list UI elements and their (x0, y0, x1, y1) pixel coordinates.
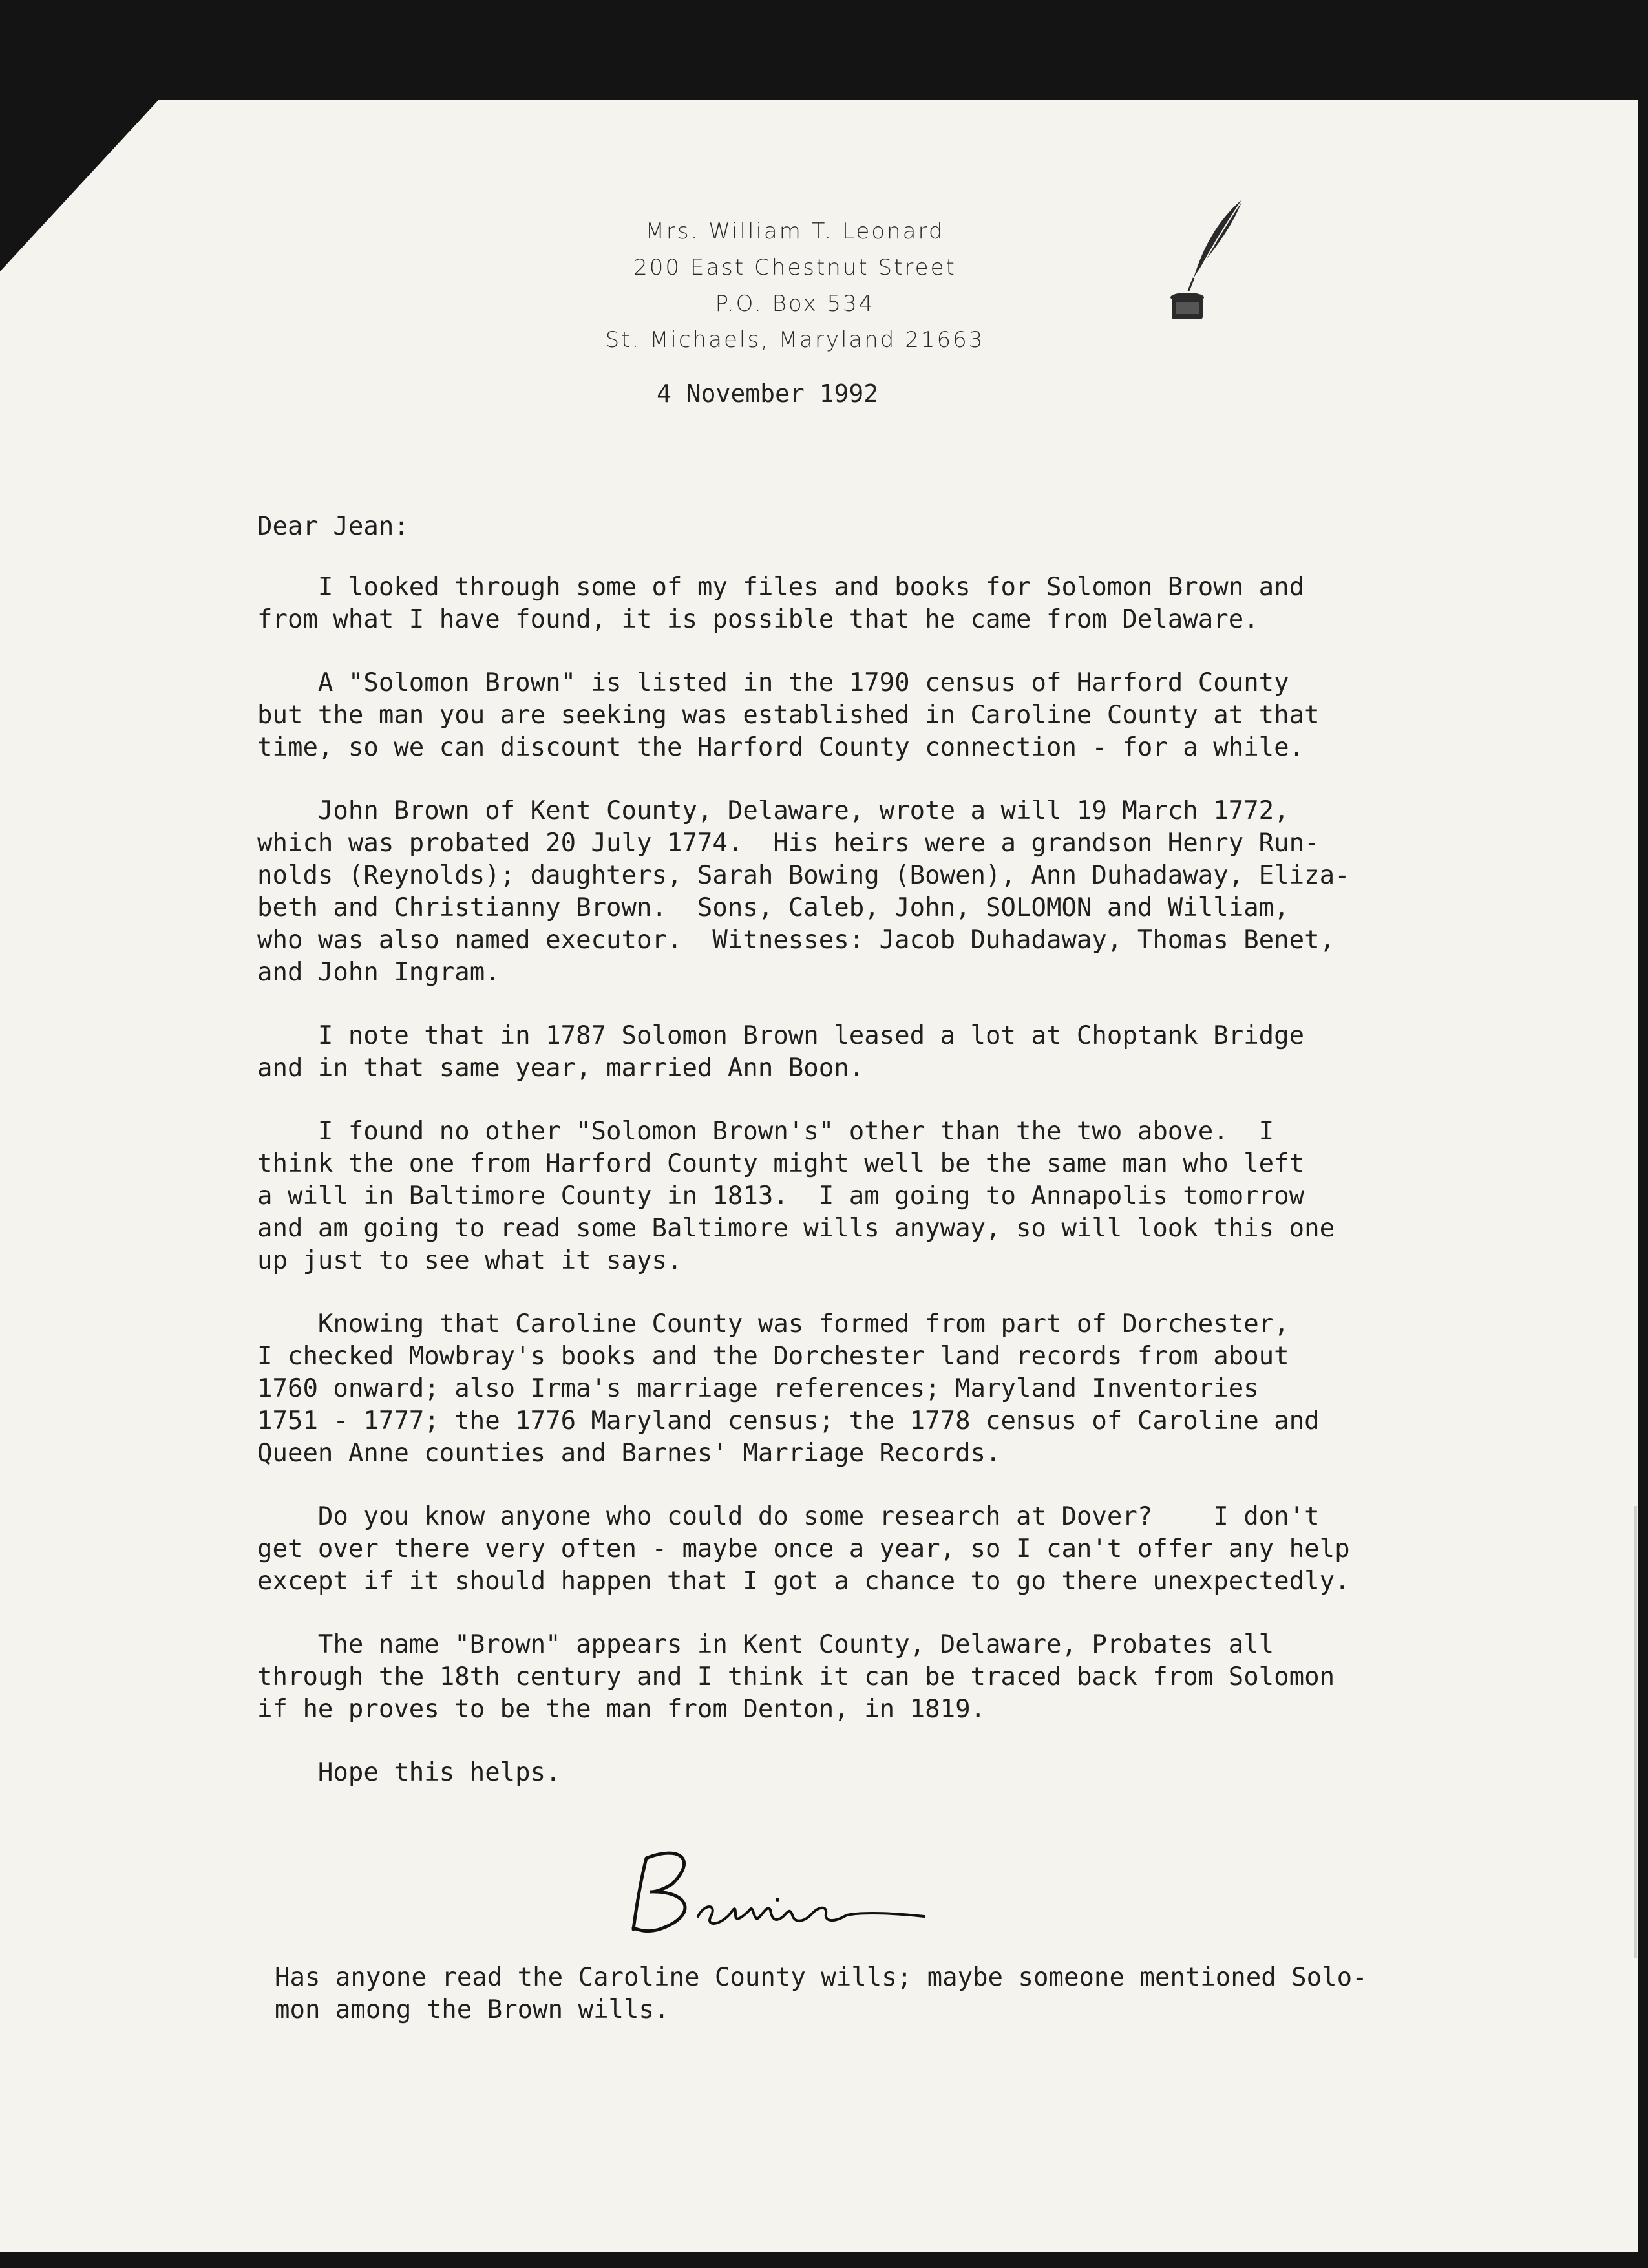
postscript: Has anyone read the Caroline County wills; maybe someone mentioned Solo- mon among the Brown wills. (275, 1963, 1368, 2024)
letterhead-name: Mrs. William T. Leonard (645, 218, 945, 244)
letter-body (257, 511, 1421, 1820)
page-edge-mark (1634, 1506, 1637, 1958)
paragraph-6: Knowing that Caroline County was formed from part of Dorchester, I checked Mowbray's books and the Dorchester land records from about 1760 onward; also Irma's marriage references; Maryland Inventories 1751 - 1777; the 1776 Maryland census; the 1778 census of Caroline and Queen Anne counties and Barnes' Marriage Records. (257, 1309, 1320, 1468)
paragraph-9: Hope this helps. (257, 1758, 561, 1787)
paragraph-3: John Brown of Kent County, Delaware, wrote a will 19 March 1772, which was probated 20 July 1774. His heirs were a grandson Henry Run- nolds (Reynolds); daughters, Sarah Bowing (Bowen), Ann Duhadaway, Eliza- beth and Christianny Brown. Sons, Caleb, John, SOLOMON and William, who was also named executor. Witnesses: Jacob Duhadaway, Thomas Benet, and John Ingram. (257, 796, 1350, 987)
paragraph-1: I looked through some of my files and books for Solomon Brown and from what I have found, it is possible that he came from Delaware. (257, 573, 1305, 634)
letterhead-po-box: P.O. Box 534 (715, 291, 875, 317)
paragraph-2: A "Solomon Brown" is listed in the 1790 census of Harford County but the man you are seeking was established in Caroline County at that time, so we can discount the Harford County connection - for a while. (257, 668, 1320, 762)
scanner-bottom-edge (0, 2252, 1648, 2268)
letter-date: 4 November 1992 (657, 379, 879, 408)
letterhead-city: St. Michaels, Maryland 21663 (605, 327, 985, 353)
paragraph-5: I found no other "Solomon Brown's" other than the two above. I think the one from Harford County might well be the same man who left a will in Baltimore County in 1813. I am going to Annapolis tomorrow and am going to read some Baltimore wills anyway, so will look this one up just to see what it says. (257, 1117, 1335, 1275)
quill-inkwell-icon (1160, 194, 1251, 323)
handwritten-signature (620, 1832, 982, 1942)
paragraph-8: The name "Brown" appears in Kent County, Delaware, Probates all through the 18th century and I think it can be traced back from Solomon if he proves to be the man from Denton, in 1819. (257, 1630, 1335, 1724)
paragraph-4: I note that in 1787 Solomon Brown leased a lot at Choptank Bridge and in that same year, married Ann Boon. (257, 1021, 1305, 1083)
letterhead-street: 200 East Chestnut Street (633, 255, 956, 281)
salutation: Dear Jean: (257, 512, 409, 541)
letterhead (530, 213, 1060, 358)
paragraph-7: Do you know anyone who could do some research at Dover? I don't get over there very often - maybe once a year, so I can't offer any help except if it should happen that I got a chance to go there unexpectedly. (257, 1502, 1350, 1596)
